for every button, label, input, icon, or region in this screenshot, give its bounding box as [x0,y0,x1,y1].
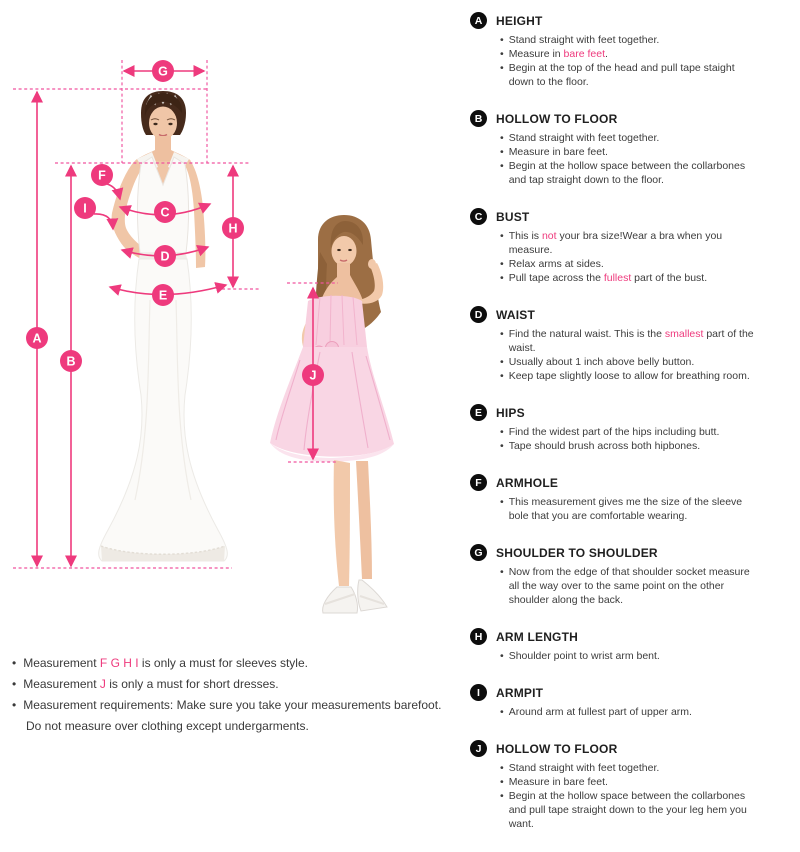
letter-badge [470,110,487,127]
measurement-section-b [470,110,792,187]
section-bullets [470,761,792,831]
bullet-dot: • [500,426,504,438]
section-title: SHOULDER TO SHOULDER [496,545,658,560]
bullet-dot: • [500,230,504,242]
instruction-bullet [500,131,792,145]
bullet-text [509,229,761,257]
badge-letter: F [475,476,482,489]
bullet-dot: • [500,160,504,172]
bullet-dot: • [500,34,504,46]
instruction-bullet [500,327,792,355]
bullet-text [509,425,720,439]
text-segment: Measure in [508,48,564,60]
bullet-text [509,355,695,369]
text-segment: Measure in bare feet. [508,776,608,788]
figure-model-short-dress [270,215,394,613]
bullet-text [509,761,660,775]
bullet-dot: • [500,132,504,144]
letter-badge [470,684,487,701]
bullet-dot: • [500,272,504,284]
measurement-section-g [470,544,792,607]
section-title: HEIGHT [496,13,543,28]
bullet-dot: • [500,776,504,788]
svg-text:G: G [158,64,168,79]
badge-letter: H [474,630,483,643]
instruction-bullet [500,761,792,775]
text-segment: . [605,48,608,60]
bullet-text [509,439,700,453]
section-bullets [470,425,792,453]
bullet-text [509,131,660,145]
note-line [12,716,448,737]
badge-letter: A [474,14,483,27]
bullet-text [509,47,608,61]
section-header [470,544,792,561]
measurement-section-a [470,12,792,89]
section-bullets [470,705,792,719]
text-segment: Measurement [23,677,100,691]
section-title: ARMHOLE [496,475,559,490]
highlighted-text: not [541,230,557,242]
text-segment: is only a must for sleeves style. [138,656,308,670]
instruction-bullet [500,439,792,453]
instruction-bullet [500,33,792,47]
bullet-dot: • [500,258,504,270]
instruction-bullet [500,369,792,383]
measurement-label-d [154,245,176,267]
section-header [470,404,792,421]
bullet-dot: • [12,656,17,670]
section-bullets [470,495,792,523]
text-segment: Measure in bare feet. [508,146,608,158]
section-bullets [470,131,792,187]
measurement-label-h [222,217,244,239]
text-segment: Pull tape across the [508,272,604,284]
measurement-section-c [470,208,792,285]
svg-text:J: J [309,368,317,383]
figure-bride [99,91,228,561]
badge-letter: B [474,112,483,125]
bullet-dot: • [12,677,17,691]
text-segment: Do not measure over clothing except undergarments. [26,719,309,733]
letter-badge [470,474,487,491]
svg-text:I: I [83,201,87,216]
section-title: BUST [496,209,530,224]
section-title: HIPS [496,405,525,420]
instruction-bullet [500,47,792,61]
bullet-text [509,61,761,89]
note-text [23,653,308,674]
svg-text:D: D [160,249,170,264]
bullet-text [509,369,750,383]
section-bullets [470,327,792,383]
highlighted-text: smallest [664,328,704,340]
text-segment: This is [508,230,542,242]
letter-badge [470,544,487,561]
highlighted-text: bare feet [563,48,605,60]
instruction-bullet [500,159,792,187]
instruction-bullet [500,649,792,663]
section-title: HOLLOW TO FLOOR [496,111,618,126]
section-title: WAIST [496,307,535,322]
letter-badge [470,12,487,29]
measurement-label-j [302,364,324,386]
bullet-dot: • [500,566,504,578]
bullet-dot: • [500,146,504,158]
text-segment: Stand straight with feet together. [508,34,660,46]
measurement-section-d [470,306,792,383]
bullet-dot: • [500,440,504,452]
letter-badge [470,404,487,421]
bullet-dot: • [500,62,504,74]
letter-badge [470,628,487,645]
instruction-bullet [500,495,792,523]
section-header [470,110,792,127]
text-segment: Begin at the hollow space between the collarbones and pull tape straight down to the your leg hem you want. [508,790,747,830]
svg-text:H: H [228,221,238,236]
bullet-text [509,565,761,607]
instruction-bullet [500,145,792,159]
note-line [12,695,448,716]
instruction-bullet [500,425,792,439]
measurement-label-e [152,284,174,306]
measurement-label-c [154,201,176,223]
bullet-dot: • [500,48,504,60]
letter-badge [470,740,487,757]
bullet-dot: • [500,370,504,382]
section-bullets [470,33,792,89]
instruction-bullet [500,61,792,89]
section-header [470,306,792,323]
bullet-dot: • [500,762,504,774]
text-segment: Now from the edge of that shoulder socket measure all the way over to the same point on the other shoulder along the back. [508,566,750,606]
letter-badge [470,306,487,323]
note-text [23,695,441,716]
note-text [23,674,278,695]
text-segment: Begin at the hollow space between the collarbones and tap straight down to the floor. [508,160,746,186]
highlighted-text: fullest [603,272,632,284]
section-header [470,12,792,29]
text-segment: part of the bust. [631,272,708,284]
letter-badge [470,208,487,225]
badge-letter: I [477,686,480,699]
measurement-section-e [470,404,792,453]
section-bullets [470,649,792,663]
measurement-label-b [60,350,82,372]
text-segment: Usually about 1 inch above belly button. [508,356,695,368]
bullet-dot: • [12,698,17,712]
highlighted-text: J [99,677,106,691]
section-title: ARMPIT [496,685,544,700]
section-bullets [470,229,792,285]
bullet-dot: • [500,328,504,340]
measurement-diagram [0,0,460,650]
instruction-bullet [500,271,792,285]
section-header [470,474,792,491]
bullet-dot: • [500,650,504,662]
section-title: ARM LENGTH [496,629,578,644]
bullet-text [509,257,604,271]
bullet-text [509,705,692,719]
note-line [12,674,448,695]
text-segment: Find the widest part of the hips including butt. [508,426,720,438]
bullet-text [509,775,608,789]
instruction-bullet [500,789,792,831]
section-header [470,740,792,757]
diagram-svg [0,0,460,650]
bullet-text [509,145,608,159]
section-title: HOLLOW TO FLOOR [496,741,618,756]
bullet-dot: • [500,356,504,368]
text-segment: Begin at the top of the head and pull tape staight down to the floor. [508,62,735,88]
bullet-text [509,159,761,187]
bullet-dot: • [500,790,504,802]
text-segment: Relax arms at sides. [508,258,604,270]
instruction-bullet [500,565,792,607]
section-header [470,684,792,701]
measurement-section-i [470,684,792,719]
note-text [26,716,309,737]
badge-letter: E [474,406,482,419]
badge-letter: G [474,546,483,559]
instructions-column [470,12,792,852]
measurement-label-a [26,327,48,349]
text-segment: This measurement gives me the size of the sleeve bole that you are comfortable wearing. [508,496,743,522]
bullet-text [509,649,660,663]
badge-letter: J [475,742,482,755]
highlighted-text: F G H I [99,656,139,670]
text-segment: Around arm at fullest part of upper arm. [508,706,692,718]
text-segment: Stand straight with feet together. [508,762,660,774]
text-segment: is only a must for short dresses. [105,677,279,691]
svg-text:E: E [158,288,168,303]
svg-text:F: F [98,168,106,183]
badge-letter: C [474,210,483,223]
measurement-label-f [91,164,113,186]
text-segment: Measurement requirements: Make sure you take your measurements barefoot. [23,698,442,712]
bullet-text [509,271,707,285]
section-header [470,628,792,645]
instruction-bullet [500,355,792,369]
text-segment: Keep tape slightly loose to allow for breathing room. [508,370,750,382]
bullet-text [509,495,761,523]
note-line [12,653,448,674]
text-segment: Find the natural waist. This is the [508,328,665,340]
section-header [470,208,792,225]
measurement-section-h [470,628,792,663]
bullet-dot: • [500,706,504,718]
bullet-text [509,327,761,355]
svg-text:A: A [32,331,42,346]
measurement-notes [12,653,448,737]
badge-letter: D [474,308,483,321]
bullet-text [509,33,660,47]
measurement-section-f [470,474,792,523]
instruction-bullet [500,705,792,719]
svg-text:B: B [66,354,76,369]
measurement-section-j [470,740,792,831]
measurement-label-i [74,197,96,219]
text-segment: Stand straight with feet together. [508,132,660,144]
text-segment: your bra size!Wear a bra when you measure. [508,230,723,256]
instruction-bullet [500,229,792,257]
text-segment: part of the waist. [508,328,754,354]
text-segment: Measurement [23,656,100,670]
instruction-bullet [500,775,792,789]
svg-text:C: C [160,205,170,220]
measurement-label-g [152,60,174,82]
instruction-bullet [500,257,792,271]
bullet-dot: • [500,496,504,508]
bullet-text [509,789,761,831]
section-bullets [470,565,792,607]
text-segment: Shoulder point to wrist arm bent. [508,650,660,662]
text-segment: Tape should brush across both hipbones. [508,440,701,452]
